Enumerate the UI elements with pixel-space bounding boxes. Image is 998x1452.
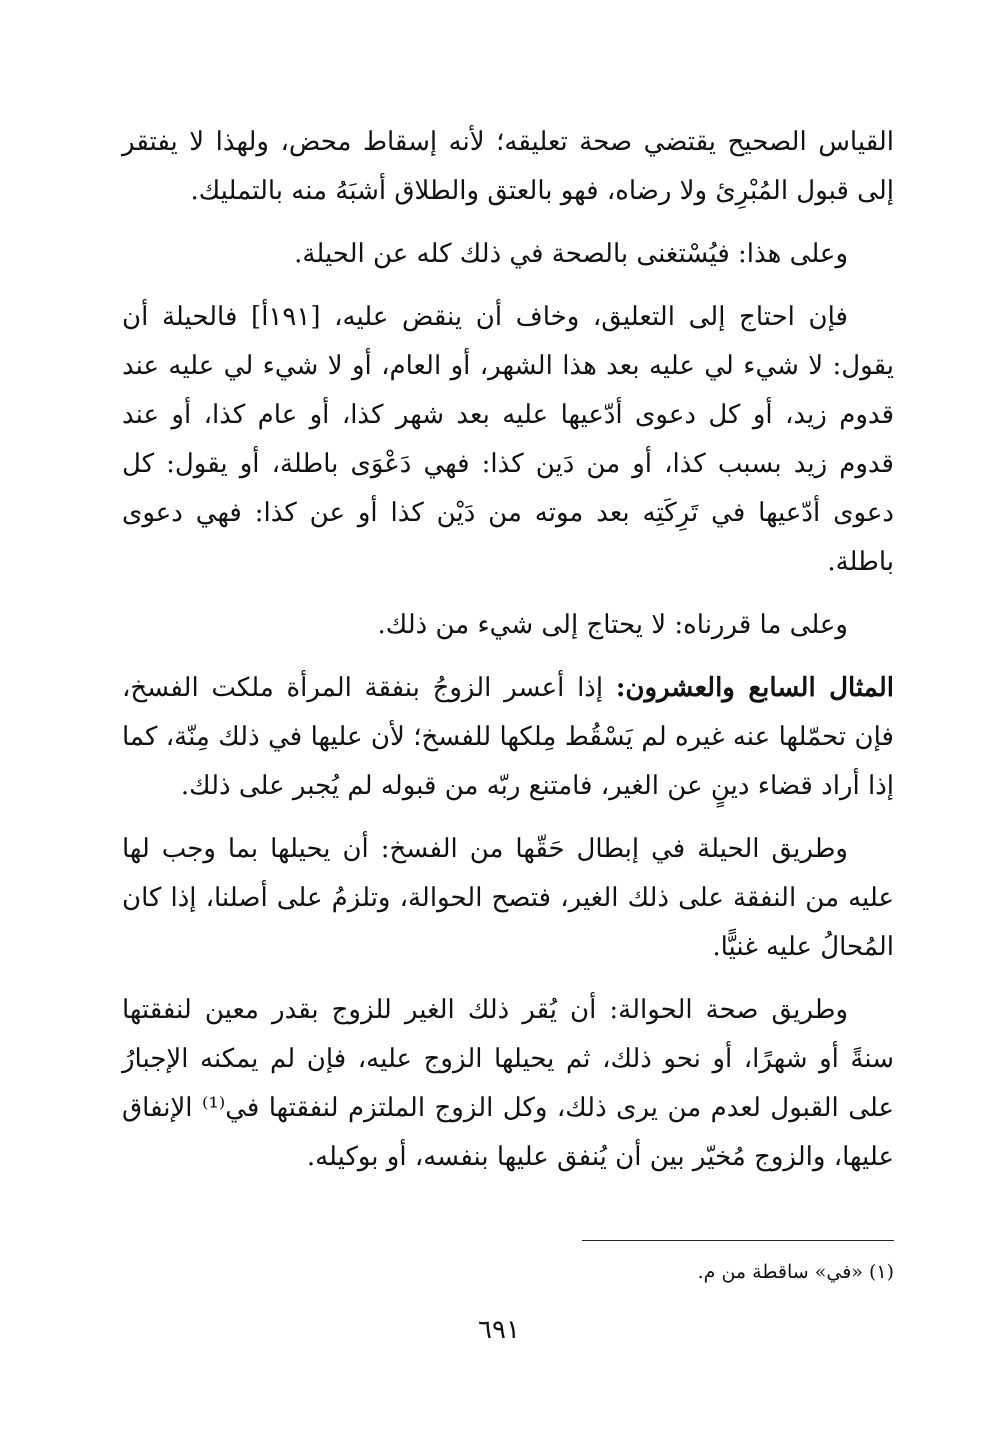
example-heading: المثال السابع والعشرون:: [615, 673, 894, 703]
paragraph-6-text: وطريق الحيلة في إبطال حَقّها من الفسخ: أن يحيلها بما وجب لها عليه من النفقة على ذلك الغير، فتصح الحوالة، وتلزمُ على أصلنا، إذا كان المُحالُ عليه غنيًّا.: [122, 834, 894, 962]
paragraph-7: [122, 986, 894, 1182]
paragraph-2: [122, 230, 894, 279]
paragraph-5-text: إذا أعسر الزوجُ بنفقة المرأة ملكت الفسخ، فإن تحمّلها عنه غيره لم يَسْقُط مِلكها للفسخ؛ لأن عليها في ذلك مِنّة، كما إذا أراد قضاء دينٍ عن الغير، فامتنع ربّه من قبوله لم يُجبر على ذلك.: [122, 673, 894, 801]
paragraph-3: [122, 293, 894, 587]
paragraph-2-text: وعلى هذا: فيُسْتغنى بالصحة في ذلك كله عن الحيلة.: [294, 239, 848, 269]
paragraph-7-text: وطريق صحة الحوالة: أن يُقر ذلك الغير للزوج بقدر معين لنفقتها سنةً أو شهرًا، أو نحو ذلك، ثم يحيلها الزوج عليه، فإن لم يمكنه الإجبارُ على القبول لعدم من يرى ذلك، وكل الزوج الملتزم لنفقتها في⁽¹⁾ الإنفاق عليها، والزوج مُخيّر بين أن يُنفق عليها بنفسه، أو بوكيله.: [122, 995, 895, 1172]
paragraph-3-text: فإن احتاج إلى التعليق، وخاف أن ينقض عليه، [١٩١أ] فالحيلة أن يقول: لا شيء لي عليه بعد هذا الشهر، أو العام، أو لا شيء لي عليه عند قدوم زيد، أو كل دعوى أدّعيها عليه بعد شهر كذا، أو عام كذا، أو عند قدوم زيد بسبب كذا، أو من دَين كذا: فهي دَعْوَى باطلة، أو يقول: كل دعوى أدّعيها في تَرِكَتِه بعد موته من دَيْن كذا أو عن كذا: فهي دعوى باطلة.: [122, 302, 894, 577]
paragraph-6: [122, 825, 894, 972]
footnote: (١) «في» ساقطة من م.: [697, 1261, 894, 1283]
paragraph-5: [122, 664, 894, 811]
footnote-divider: [582, 1240, 894, 1241]
main-text: [122, 118, 894, 1196]
paragraph-4: [122, 601, 894, 650]
page-number: ٦٩١: [478, 1315, 520, 1345]
paragraph-4-text: وعلى ما قررناه: لا يحتاج إلى شيء من ذلك.: [377, 610, 848, 640]
paragraph-1: [122, 118, 894, 216]
paragraph-1-text: القياس الصحيح يقتضي صحة تعليقه؛ لأنه إسقاط محض، ولهذا لا يفتقر إلى قبول المُبْرِئ ولا رضاه، فهو بالعتق والطلاق أشبَهُ منه بالتمليك.: [122, 127, 895, 206]
